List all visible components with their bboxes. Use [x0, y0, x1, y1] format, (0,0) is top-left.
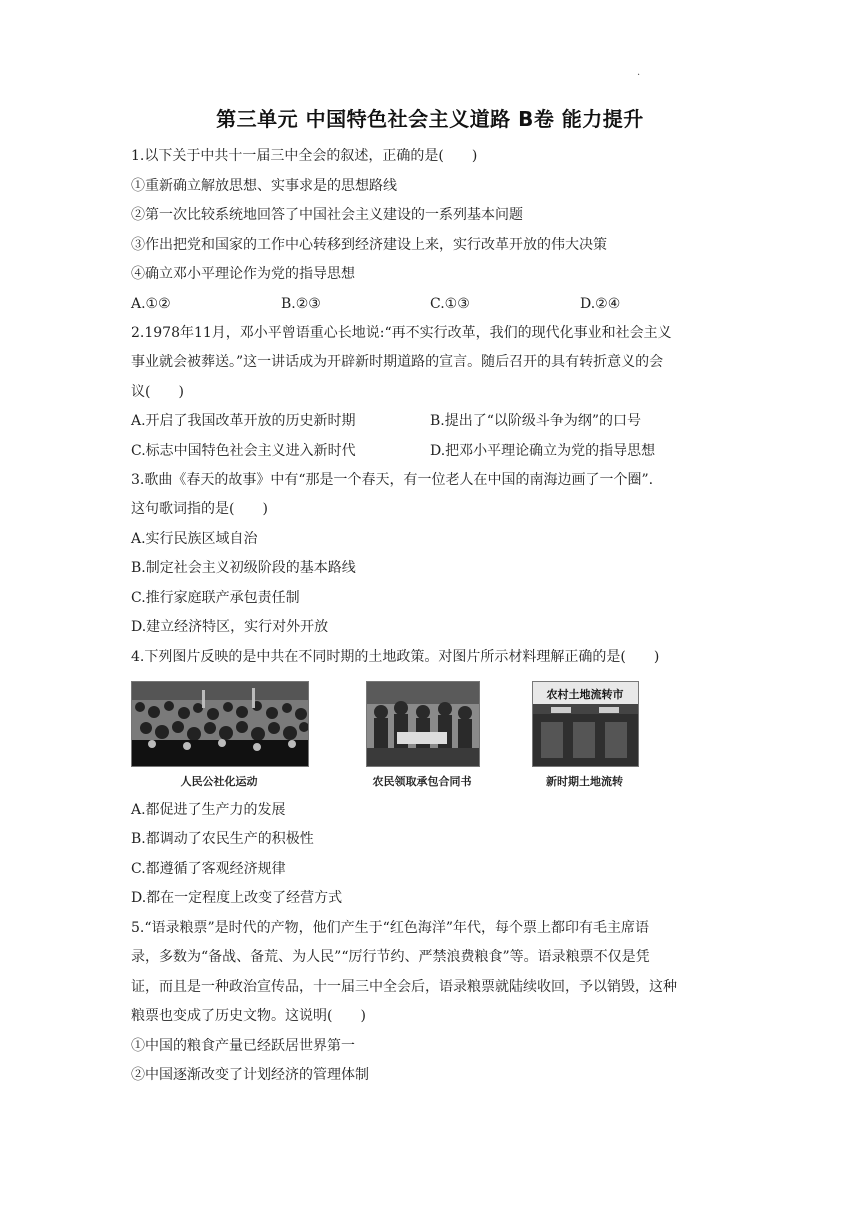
- q5-stem-line: 5.“语录粮票”是时代的产物，他们产生于“红色海洋”年代，每个票上都印有毛主席语: [131, 920, 649, 936]
- photo-caption: 农民领取承包合同书: [372, 775, 472, 788]
- q1-option-b: B.②③: [281, 296, 321, 312]
- q4-option-a: A.都促进了生产力的发展: [131, 802, 286, 818]
- q2-option-c: C.标志中国特色社会主义进入新时代: [131, 443, 356, 459]
- q5-item: ①中国的粮食产量已经跃居世界第一: [131, 1038, 355, 1054]
- contract-signing-photo: [366, 681, 480, 767]
- q4-option-d: D.都在一定程度上改变了经营方式: [131, 890, 343, 906]
- q2-stem-line: 事业就会被葬送。”这一讲话成为开辟新时期道路的宣言。随后召开的具有转折意义的会: [131, 354, 664, 370]
- q1-item: ①重新确立解放思想、实事求是的思想路线: [131, 178, 397, 194]
- market-sign-text: 农村土地流转市: [546, 688, 624, 701]
- q3-stem-line: 这句歌词指的是( ): [131, 501, 268, 517]
- photo-caption: 新时期土地流转: [546, 775, 623, 788]
- q5-stem-line: 录，多数为“备战、备荒、为人民”“厉行节约、严禁浪费粮食”等。语录粮票不仅是凭: [131, 949, 650, 965]
- q2-stem-line: 2.1978年11月，邓小平曾语重心长地说:“再不实行改革，我们的现代化事业和社会主义: [131, 325, 672, 341]
- q3-option-a: A.实行民族区域自治: [131, 531, 258, 547]
- q4-stem: 4.下列图片反映的是中共在不同时期的土地政策。对图片所示材料理解正确的是( ): [131, 649, 660, 665]
- commune-movement-photo: [131, 681, 309, 767]
- corner-mark: ·: [637, 70, 641, 81]
- q4-option-c: C.都遵循了客观经济规律: [131, 861, 286, 877]
- q1-item: ②第一次比较系统地回答了中国社会主义建设的一系列基本问题: [131, 207, 523, 223]
- q5-stem-line: 证，而且是一种政治宣传品，十一届三中全会后，语录粮票就陆续收回，予以销毁，这种: [131, 979, 677, 995]
- q1-option-a: A.①②: [131, 296, 171, 312]
- q5-item: ②中国逐渐改变了计划经济的管理体制: [131, 1067, 369, 1083]
- q1-stem: 1.以下关于中共十一届三中全会的叙述，正确的是( ): [131, 148, 478, 164]
- q1-item: ④确立邓小平理论作为党的指导思想: [131, 266, 355, 282]
- q2-option-a: A.开启了我国改革开放的历史新时期: [131, 413, 356, 429]
- q3-option-b: B.制定社会主义初级阶段的基本路线: [131, 560, 356, 576]
- q2-stem-line: 议( ): [131, 384, 184, 400]
- q2-option-d: D.把邓小平理论确立为党的指导思想: [430, 443, 656, 459]
- q1-option-d: D.②④: [580, 296, 621, 312]
- q2-option-b: B.提出了“以阶级斗争为纲”的口号: [430, 413, 642, 429]
- page-title: 第三单元 中国特色社会主义道路 B卷 能力提升: [216, 107, 644, 131]
- q3-stem-line: 3.歌曲《春天的故事》中有“那是一个春天，有一位老人在中国的南海边画了一个圈”.: [131, 472, 654, 488]
- q1-option-c: C.①③: [430, 296, 470, 312]
- q3-option-c: C.推行家庭联产承包责任制: [131, 590, 300, 606]
- photo-caption: 人民公社化运动: [180, 775, 258, 788]
- land-transfer-market-photo: [532, 681, 639, 767]
- q5-stem-line: 粮票也变成了历史文物。这说明( ): [131, 1008, 366, 1024]
- q3-option-d: D.建立经济特区，实行对外开放: [131, 619, 329, 635]
- q4-option-b: B.都调动了农民生产的积极性: [131, 831, 314, 847]
- q1-item: ③作出把党和国家的工作中心转移到经济建设上来，实行改革开放的伟大决策: [131, 237, 607, 253]
